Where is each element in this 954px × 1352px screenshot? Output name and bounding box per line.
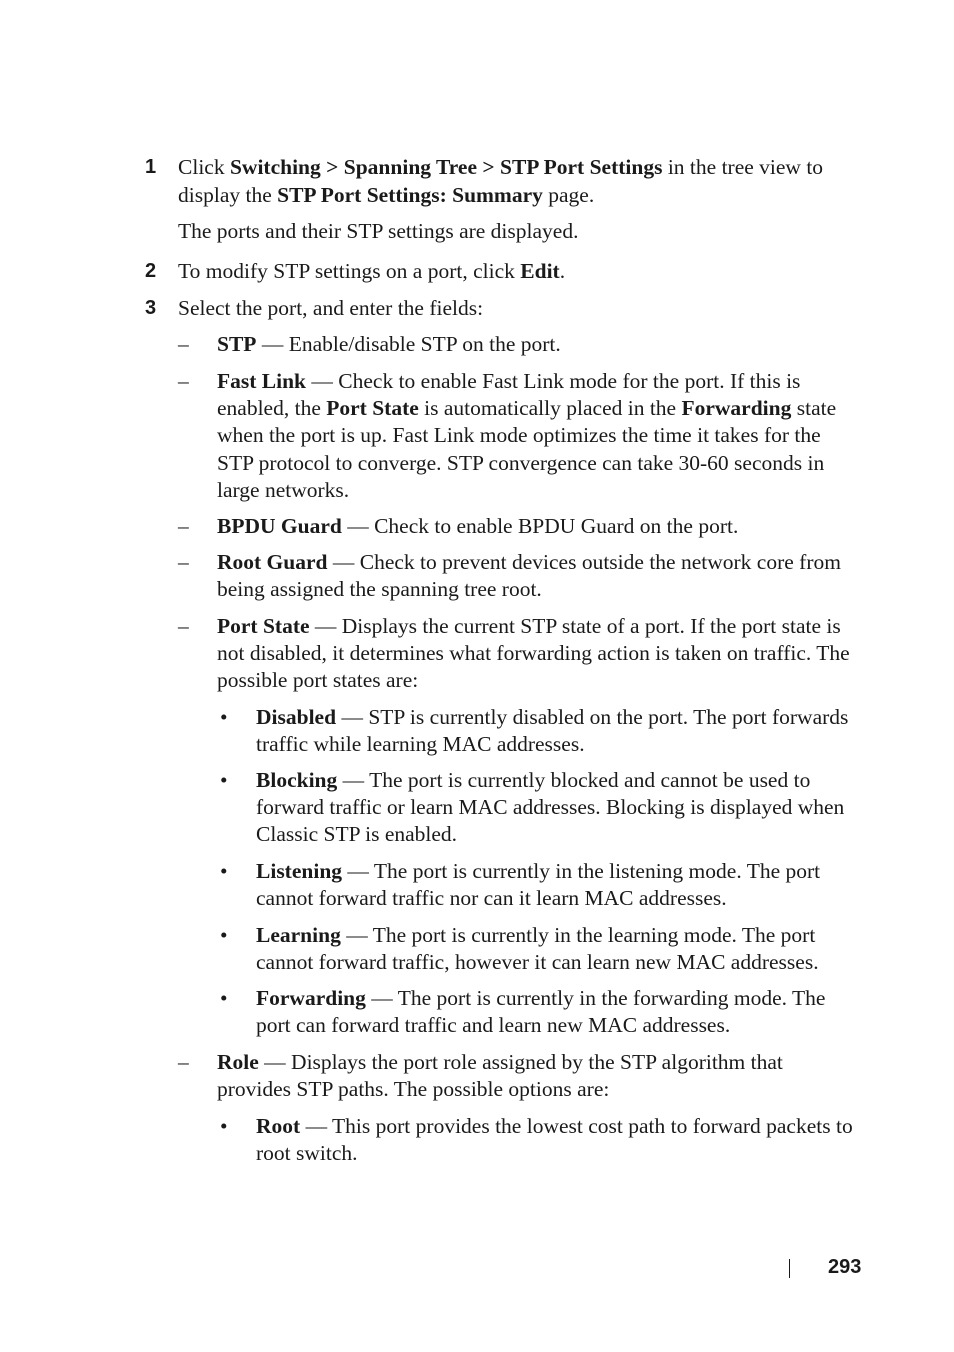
field-desc: — Displays the current STP state of a port. If the port state is not disabled, it determines what forwarding action is taken on traffic. The possible port states are: [217,614,850,693]
bullet-marker: • [220,768,228,792]
state-term: Learning [256,923,341,947]
footer-divider [789,1259,790,1278]
page-number: 293 [828,1256,862,1278]
step-number: 3 [145,297,157,319]
state-term: Forwarding [256,986,366,1010]
dash-marker: – [178,332,189,356]
step-number: 2 [145,260,157,282]
state-desc: — The port is currently in the forwarding mode. The port can forward traffic and learn new MAC addresses. [256,986,826,1038]
state-desc: — The port is currently in the listening mode. The port cannot forward traffic nor can it learn MAC addresses. [256,859,821,911]
state-desc: — The port is currently in the learning mode. The port cannot forward traffic, however it can learn new MAC addresses. [256,923,819,975]
field-desc: — Check to enable BPDU Guard on the port. [341,514,739,538]
bullet-marker: • [220,859,228,883]
step-text: To modify STP settings on a port, click Edit. [178,259,566,283]
bullet-marker: • [220,923,228,947]
dash-marker: – [178,614,189,638]
field-desc: — Check to prevent devices outside the network core from being assigned the spanning tree root. [217,550,841,602]
field-term: Fast Link [217,369,307,393]
role-desc: — This port provides the lowest cost path to forward packets to root switch. [256,1114,853,1166]
field-term: BPDU Guard [217,514,342,538]
step-number: 1 [145,156,157,178]
state-term: Listening [256,859,343,883]
dash-marker: – [178,369,189,393]
state-desc: — STP is currently disabled on the port. The port forwards traffic while learning MAC addresses. [256,705,849,757]
step-1-note: The ports and their STP settings are displayed. [178,219,579,243]
edit-label: Edit [520,259,560,283]
page-name: STP Port Settings: Summary [277,182,543,207]
state-term: Blocking [256,768,338,792]
state-desc: — The port is currently blocked and cannot be used to forward traffic or learn MAC addresses. Blocking is displayed when Classic STP is enabled. [256,768,845,847]
field-term: Root Guard [217,550,328,574]
field-desc: — Enable/disable STP on the port. [256,332,561,356]
field-desc: — Displays the port role assigned by the STP algorithm that provides STP paths. The possible options are: [217,1050,783,1102]
bullet-marker: • [220,1114,228,1138]
step-text: Click Switching > Spanning Tree > STP Port Settings in the tree view to display the STP Port Settings: Summary page. [178,155,824,207]
role-term: Root [256,1114,301,1138]
menu-path: Switching > Spanning Tree > STP Port Settings [229,155,663,179]
field-term: Port State [217,614,310,638]
state-term: Disabled [256,705,337,729]
field-term: STP [217,332,257,356]
bullet-marker: • [220,705,228,729]
dash-marker: – [178,1050,189,1074]
dash-marker: – [178,514,189,538]
step-text: Select the port, and enter the fields: [178,296,484,320]
bullet-marker: • [220,986,228,1010]
dash-marker: – [178,550,189,574]
document-page: 1 Click Switching > Spanning Tree > STP Port Settings in the tree view to display the STP Port Settings: Summary page. The ports and their STP settings are displayed. 2 To modify STP settings on a port, click Edit. 3 Select the port, and enter the fields: – STP — Enable/disable STP on the port. – Fast Link — Check to enable Fast Link mode for the port. If this is enabled, the Port State is automatically placed in the Forwarding state when the port is up. Fast Link mode optimizes the time it takes for the STP protocol to converge. STP convergence can take 30-60 seconds in large networks. – BPDU Guard — Check to enable BPDU Guard on the port. – Root Guard — Check to prevent devices outside the network core from being assigned the spanning tree root. – Port State — Displays the current STP state of a port. If the port state is not disabled, it determines what forwarding action is taken on traffic. The possible port states are: • Disabled — STP is currently disabled on the port. The port forwards traffic while learning MAC addresses. • Blocking — The port is currently blocked and cannot be used to forward traffic or learn MAC addresses. Blocking is displayed when Classic STP is enabled. • Listening — The port is currently in the listening mode. The port cannot forward traffic nor can it learn MAC addresses. • Learning — The port is currently in the learning mode. The port cannot forward traffic, however it can learn new MAC addresses. • Forwarding — The port is currently in the forwarding mode. The port can forward traffic and learn new MAC addresses. – Role — Displays the port role assigned by the STP algorithm that provides STP paths. The possible options are: • Root — This port provides the lowest cost path to forward packets to root switch. 293 [0,0,954,1352]
field-term: Role [217,1050,259,1074]
